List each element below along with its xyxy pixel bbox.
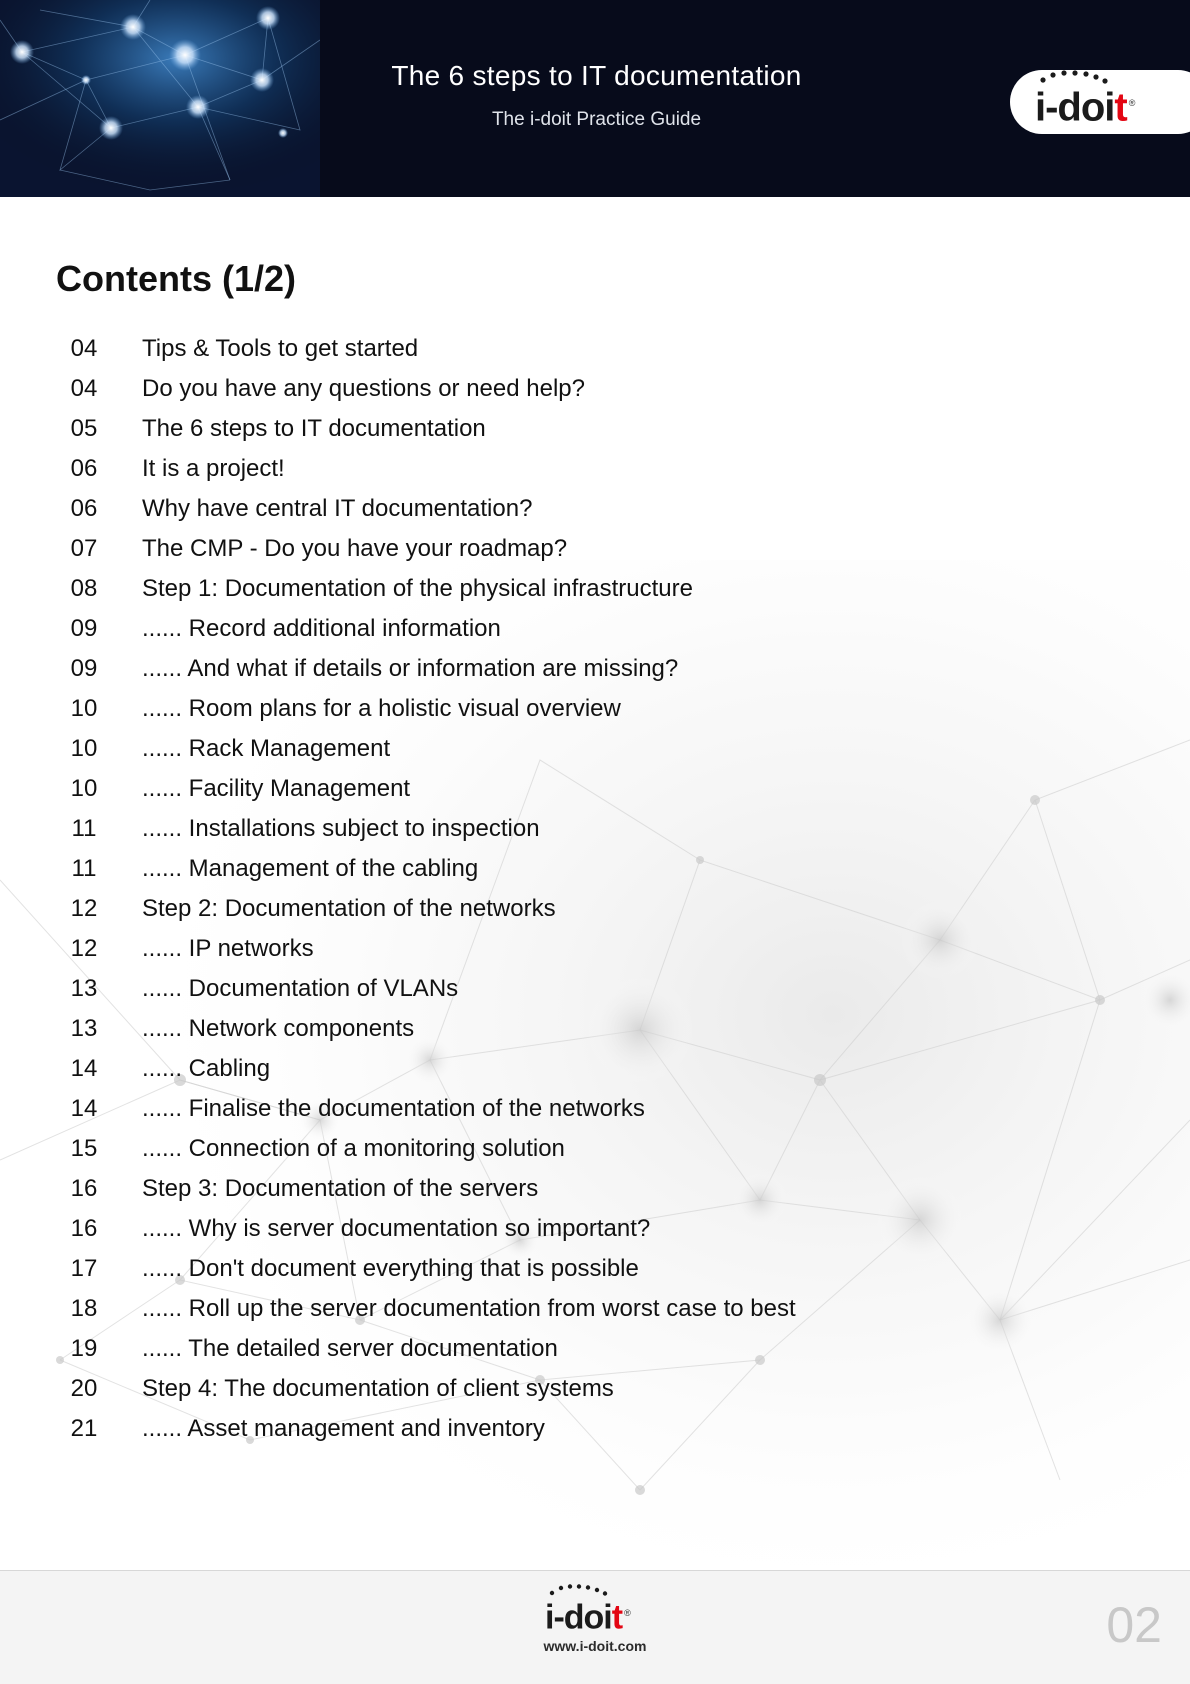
logo-text-accent: t: [1114, 85, 1127, 130]
toc-entry[interactable]: [0, 649, 1190, 689]
toc-page-number: 17: [70, 1255, 98, 1282]
toc-entry[interactable]: [0, 849, 1190, 889]
toc-entry[interactable]: [0, 1329, 1190, 1369]
toc-entry-title: Step 3: Documentation of the servers: [142, 1175, 539, 1202]
toc-entry[interactable]: [0, 569, 1190, 609]
toc-entry[interactable]: [0, 1129, 1190, 1169]
toc-page-number: 16: [70, 1215, 98, 1242]
toc-page-number: 14: [70, 1095, 98, 1122]
toc-entry[interactable]: [0, 1089, 1190, 1129]
registered-mark: ®: [1128, 98, 1135, 108]
toc-page-number: 06: [70, 495, 98, 522]
toc-entry[interactable]: [0, 1009, 1190, 1049]
logo-text: i-doi: [1035, 85, 1115, 130]
toc-page-number: 12: [70, 935, 98, 962]
toc-entry[interactable]: [0, 329, 1190, 369]
toc-entry-title: ...... Room plans for a holistic visual overview: [142, 695, 621, 722]
toc-page-number: 15: [70, 1135, 98, 1162]
toc-entry-title: ...... Management of the cabling: [142, 855, 479, 882]
toc-entry[interactable]: [0, 929, 1190, 969]
document-subtitle: The i-doit Practice Guide: [491, 109, 702, 130]
logo-dots-icon: [1037, 70, 1119, 84]
toc-entry-title: Step 1: Documentation of the physical infrastructure: [142, 575, 693, 602]
toc-page-number: 09: [70, 615, 98, 642]
toc-page-number: 16: [70, 1175, 98, 1202]
toc-page-number: 21: [70, 1415, 98, 1442]
toc-entry[interactable]: [0, 1369, 1190, 1409]
logo-text: i-doi: [545, 1598, 612, 1637]
toc-entry-title: Step 2: Documentation of the networks: [142, 895, 556, 922]
toc-entry-title: ...... Don't document everything that is possible: [142, 1255, 639, 1282]
toc-entry[interactable]: [0, 1249, 1190, 1289]
toc-page-number: 10: [70, 735, 98, 762]
toc-entry-title: Step 4: The documentation of client systems: [142, 1375, 614, 1402]
toc-page-number: 10: [70, 775, 98, 802]
toc-entry-title: Do you have any questions or need help?: [142, 375, 585, 402]
toc-entry-title: Tips & Tools to get started: [142, 335, 419, 362]
toc-entry[interactable]: [0, 529, 1190, 569]
toc-page-number: 11: [71, 855, 97, 882]
toc-page-number: 13: [70, 1015, 98, 1042]
toc-entry[interactable]: [0, 609, 1190, 649]
toc-entry[interactable]: [0, 1289, 1190, 1329]
toc-page-number: 12: [70, 895, 98, 922]
toc-entry-title: ...... Cabling: [142, 1055, 271, 1082]
toc-entry-title: ...... Rack Management: [142, 735, 391, 762]
toc-entry[interactable]: [0, 1049, 1190, 1089]
toc-entry-title: ...... And what if details or information are missing?: [142, 655, 679, 682]
toc-entry-title: Why have central IT documentation?: [142, 495, 533, 522]
toc-entry-title: ...... Finalise the documentation of the networks: [142, 1095, 645, 1122]
document-title: The 6 steps to IT documentation: [391, 60, 802, 91]
toc-entry-title: ...... Network components: [142, 1015, 415, 1042]
page-number: 02: [1106, 1597, 1162, 1653]
network-header-image: [0, 0, 320, 197]
toc-entry[interactable]: [0, 769, 1190, 809]
toc-entry[interactable]: [0, 489, 1190, 529]
toc-entry-title: The CMP - Do you have your roadmap?: [142, 535, 568, 562]
toc-page-number: 19: [70, 1335, 98, 1362]
toc-entry-title: ...... Connection of a monitoring solution: [142, 1135, 565, 1162]
toc-page-number: 04: [70, 335, 98, 362]
logo-dots-icon: [547, 1584, 617, 1596]
toc-page-number: 06: [70, 455, 98, 482]
toc-entry[interactable]: [0, 969, 1190, 1009]
toc-page-number: 14: [70, 1055, 98, 1082]
toc-entry[interactable]: [0, 809, 1190, 849]
toc-entry-title: ...... Installations subject to inspection: [142, 815, 540, 842]
logo-text-accent: t: [611, 1598, 623, 1637]
toc-entry-title: ...... Asset management and inventory: [142, 1415, 545, 1442]
toc-page-number: 13: [70, 975, 98, 1002]
toc-entry-title: ...... Roll up the server documentation from worst case to best: [142, 1295, 796, 1322]
i-doit-logo: [1035, 80, 1134, 130]
toc-page-number: 18: [70, 1295, 98, 1322]
toc-page-number: 07: [70, 535, 98, 562]
toc-entry[interactable]: [0, 369, 1190, 409]
toc-entry[interactable]: [0, 1209, 1190, 1249]
toc-entry[interactable]: [0, 889, 1190, 929]
toc-entry-title: ...... Facility Management: [142, 775, 411, 802]
toc-entry[interactable]: [0, 1409, 1190, 1449]
toc-entry-title: ...... The detailed server documentation: [142, 1335, 558, 1362]
toc-page-number: 04: [70, 375, 98, 402]
toc-page-number: 08: [70, 575, 98, 602]
toc-page-number: 11: [71, 815, 97, 842]
i-doit-footer-logo: [545, 1593, 630, 1637]
toc-entry-title: ...... Documentation of VLANs: [142, 975, 459, 1002]
toc-page-number: 20: [70, 1375, 98, 1402]
toc-entry[interactable]: [0, 729, 1190, 769]
toc-entry[interactable]: [0, 1169, 1190, 1209]
toc-page-number: 09: [70, 655, 98, 682]
toc-entry-title: It is a project!: [142, 455, 285, 482]
page-header: [0, 0, 1190, 197]
toc-entry-title: The 6 steps to IT documentation: [142, 415, 486, 442]
toc-entry-title: ...... IP networks: [142, 935, 314, 962]
contents-heading: Contents (1/2): [56, 258, 297, 299]
toc-entry[interactable]: [0, 449, 1190, 489]
toc-entry[interactable]: [0, 689, 1190, 729]
toc-entry[interactable]: [0, 409, 1190, 449]
website-url[interactable]: www.i-doit.com: [543, 1638, 647, 1654]
toc-entry-title: ...... Record additional information: [142, 615, 501, 642]
toc-page-number: 05: [70, 415, 98, 442]
toc-page-number: 10: [70, 695, 98, 722]
registered-mark: ®: [624, 1608, 630, 1618]
toc-entry-title: ...... Why is server documentation so important?: [142, 1215, 651, 1242]
